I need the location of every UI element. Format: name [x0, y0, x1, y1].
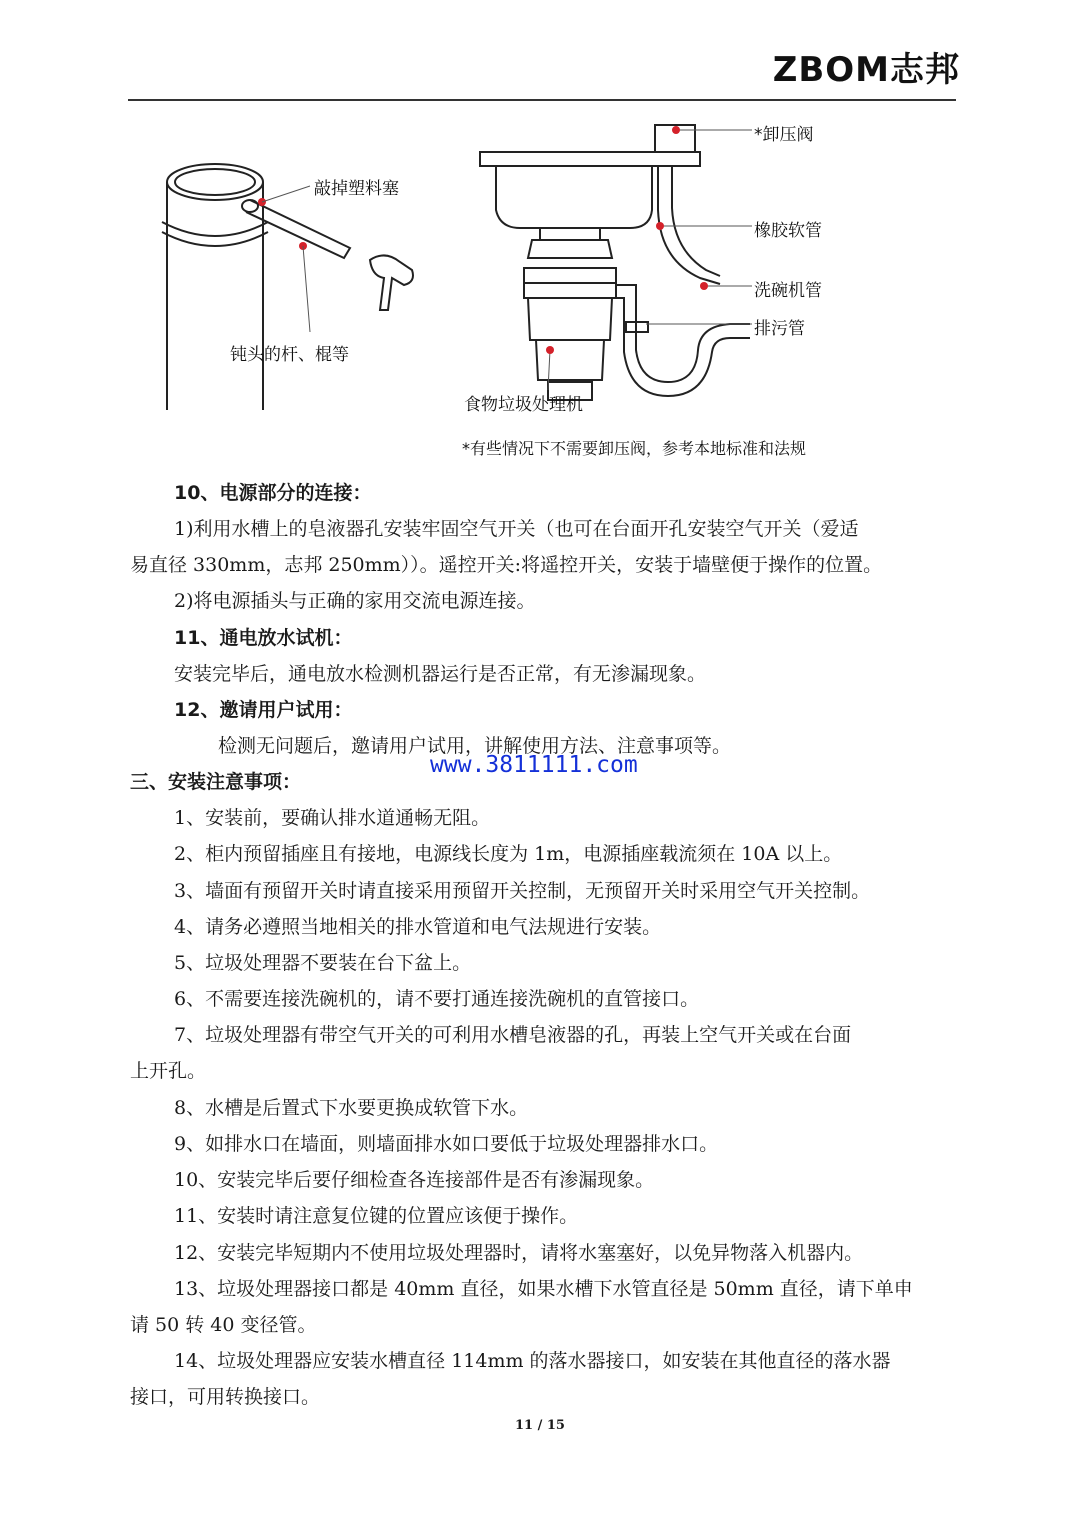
label-dishwasher-pipe: 洗碗机管 [754, 281, 822, 301]
list-item: 3、墙面有预留开关时请直接采用预留开关控制，无预留开关时采用空气开关控制。 [174, 880, 871, 902]
page-number: 11 / 15 [515, 1418, 565, 1433]
list-item: 12、安装完毕短期内不使用垃圾处理器时，请将水塞塞好，以免异物落入机器内。 [174, 1242, 864, 1264]
paragraph-line: 检测无问题后，邀请用户试用，讲解使用方法、注意事项等。 [218, 735, 732, 757]
list-item: 1、安装前，要确认排水道通畅无阻。 [174, 807, 491, 829]
section-3-title: 三、安装注意事项： [130, 771, 302, 793]
label-drain-pipe: 排污管 [754, 319, 805, 339]
list-item: 13、垃圾处理器接口都是 40mm 直径，如果水槽下水管直径是 50mm 直径，请下单申 [174, 1278, 913, 1300]
label-relief-valve: *卸压阀 [754, 125, 814, 145]
label-blunt-rod: 钝头的杆、棍等 [230, 345, 349, 365]
paragraph-line: 1)利用水槽上的皂液器孔安装牢固空气开关（也可在台面开孔安装空气开关（爱适 [174, 518, 859, 540]
watermark-url: www.3811111.com [430, 752, 638, 778]
label-rubber-hose: 橡胶软管 [754, 221, 822, 241]
label-disposer: 食物垃圾处理机 [464, 395, 583, 415]
list-item: 2、柜内预留插座且有接地，电源线长度为 1m，电源插座载流须在 10A 以上。 [174, 843, 843, 865]
list-item: 接口，可用转换接口。 [130, 1386, 321, 1408]
section-title: 11、通电放水试机： [174, 627, 353, 649]
list-item: 9、如排水口在墙面，则墙面排水如口要低于垃圾处理器排水口。 [174, 1133, 719, 1155]
brand-logo: ZBOM志邦 [772, 50, 960, 90]
list-item: 请 50 转 40 变径管。 [130, 1314, 317, 1336]
list-item: 上开孔。 [130, 1060, 207, 1082]
list-item: 5、垃圾处理器不要装在台下盆上。 [174, 952, 472, 974]
list-item: 11、安装时请注意复位键的位置应该便于操作。 [174, 1205, 579, 1227]
list-item: 14、垃圾处理器应安装水槽直径 114mm 的落水器接口，如安装在其他直径的落水器 [174, 1350, 891, 1372]
section-title: 10、电源部分的连接： [174, 482, 372, 504]
installation-figure [0, 100, 1080, 470]
paragraph-line: 安装完毕后，通电放水检测机器运行是否正常，有无渗漏现象。 [174, 663, 707, 685]
paragraph-line: 易直径 330mm，志邦 250mm））。遥控开关:将遥控开关，安装于墙壁便于操作的位置。 [130, 554, 883, 576]
label-knock-plug: 敲掉塑料塞 [314, 179, 399, 199]
paragraph-line: 2)将电源插头与正确的家用交流电源连接。 [174, 590, 536, 612]
list-item: 10、安装完毕后要仔细检查各连接部件是否有渗漏现象。 [174, 1169, 655, 1191]
section-title: 12、邀请用户试用： [174, 699, 353, 721]
list-item: 6、不需要连接洗碗机的，请不要打通连接洗碗机的直管接口。 [174, 988, 700, 1010]
figure-footnote: *有些情况下不需要卸压阀，参考本地标准和法规 [462, 439, 807, 458]
list-item: 8、水槽是后置式下水要更换成软管下水。 [174, 1097, 529, 1119]
list-item: 7、垃圾处理器有带空气开关的可利用水槽皂液器的孔，再装上空气开关或在台面 [174, 1024, 852, 1046]
list-item: 4、请务必遵照当地相关的排水管道和电气法规进行安装。 [174, 916, 662, 938]
